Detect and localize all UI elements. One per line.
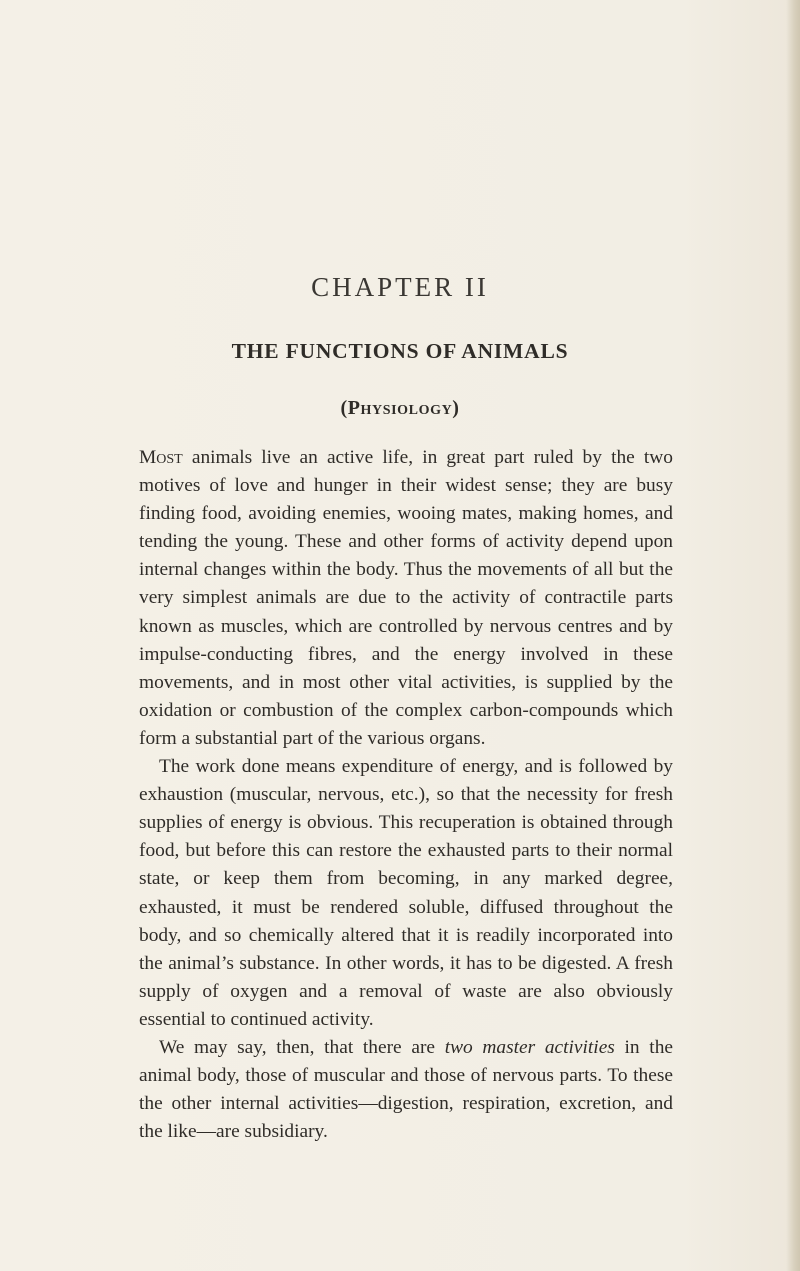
chapter-subtitle-text: (Physiology) <box>340 397 460 419</box>
paragraph-1 <box>139 444 673 753</box>
paragraph-3-start: We may say, then, that there are <box>159 1036 445 1058</box>
page-edge-shadow <box>786 0 800 1271</box>
paragraph-1-text: animals live an active life, in great part ruled by the two motives of love and hunger in their widest sense; they are busy finding food, avoiding enemies, wooing mates, making homes, and tending the young. These and other forms of activity depend upon internal changes within the body. Thus the movements of all but the very simplest animals are due to the activity of contractile parts known as muscles, which are controlled by nervous centres and by impulse-conducting fibres, and the energy involved in these movements, and in most other vital activities, is supplied by the oxidation or combustion of the complex carbon-compounds which form a substantial part of the various organs. <box>139 447 673 749</box>
paragraph-3 <box>139 1034 673 1146</box>
chapter-title: THE FUNCTIONS OF ANIMALS <box>231 339 569 363</box>
chapter-heading: CHAPTER II <box>311 272 489 302</box>
paragraph-2: The work done means expenditure of energy, and is followed by exhaustion (muscular, nervous, etc.), so that the necessity for fresh supplies of energy is obvious. This recuperation is obtained through food, but before this can restore the exhausted parts to their normal state, or keep them from becoming, in any marked degree, exhausted, it must be rendered soluble, diffused throughout the body, and so chemically altered that it is readily incorporated into the animal’s substance. In other words, it has to be digested. A fresh supply of oxygen and a removal of waste are also obviously essential to continued activity. <box>139 756 673 1030</box>
body-text <box>139 444 673 1146</box>
paragraph-3-emphasis: two master activities <box>444 1036 615 1058</box>
chapter-subtitle <box>0 397 800 420</box>
paragraph-3-end: in the animal body, those of muscular and those of nervous parts. To these the other internal activities—digestion, respiration, excretion, and the like—are subsidiary. <box>139 1036 673 1143</box>
paragraph-1-lead: Most <box>139 447 183 468</box>
